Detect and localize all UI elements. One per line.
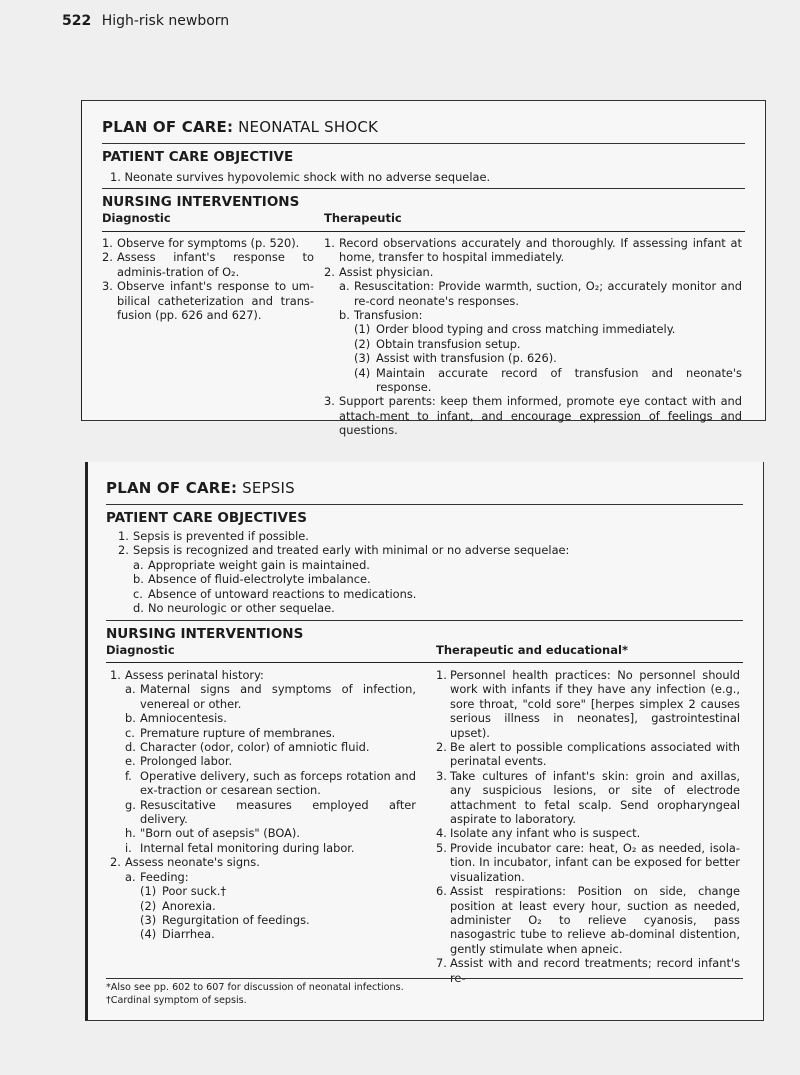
list-item: b. Amniocentesis.: [125, 711, 227, 726]
list-item: (4) Diarrhea.: [140, 927, 215, 942]
list-item: a. Maternal signs and symptoms of infection, venereal or other.: [125, 682, 416, 711]
divider: [102, 188, 745, 189]
plan-title-prefix: PLAN OF CARE:: [102, 118, 234, 136]
list-item: (2) Anorexia.: [140, 898, 216, 913]
list-item: (3) Assist with transfusion (p. 626).: [354, 351, 557, 366]
diagnostic-list: [110, 668, 416, 942]
therapeutic-list: [436, 668, 740, 985]
list-item: f. Operative delivery, such as forceps rotation and ex-traction or cesarean section.: [125, 768, 416, 798]
list-item: 1. Record observations accurately and thoroughly. If assessing infant at home, transfer to hospital immediately.: [324, 236, 742, 265]
list-item: 1. Observe for symptoms (p. 520).: [102, 236, 300, 250]
divider: [106, 620, 743, 621]
therapeutic-list: [324, 236, 742, 438]
list-item: 3. Support parents: keep them informed, promote eye contact with and attach-ment to infant, and encourage expression of feelings and questions.: [324, 394, 742, 438]
plan-title: [106, 479, 295, 497]
list-item: (3) Regurgitation of feedings.: [140, 912, 310, 927]
list-item: 2. Assess infant's response to adminis-tration of O₂.: [102, 250, 314, 279]
interventions-heading: NURSING INTERVENTIONS: [102, 194, 300, 210]
footnote: †Cardinal symptom of sepsis.: [106, 995, 247, 1006]
footnote: *Also see pp. 602 to 607 for discussion of neonatal infections.: [106, 982, 404, 993]
list-item: (4) Maintain accurate record of transfusion and neonate's response.: [354, 365, 742, 395]
divider: [102, 231, 745, 232]
list-item: a. Feeding:: [125, 869, 189, 884]
list-item: 3. Take cultures of infant's skin: groin and axillas, any suspicious lesions, or site of electrode attachment to fetal scalp. Send oropharyngeal aspirate to laboratory.: [436, 768, 740, 827]
divider: [106, 504, 743, 505]
list-item: (1) Order blood typing and cross matching immediately.: [354, 322, 676, 337]
footnote-divider: [106, 978, 743, 979]
therapeutic-label: Therapeutic: [324, 211, 402, 225]
list-item: (2) Obtain transfusion setup.: [354, 336, 521, 351]
plan-title-topic: NEONATAL SHOCK: [238, 118, 379, 136]
page-number: 522: [62, 13, 92, 29]
list-item: 2. Be alert to possible complications associated with perinatal events.: [436, 740, 740, 769]
list-item: b. Absence of fluid-electrolyte imbalance.: [133, 572, 371, 587]
list-item: d. No neurologic or other sequelae.: [133, 601, 335, 616]
list-item: d. Character (odor, color) of amniotic fluid.: [125, 740, 370, 755]
running-title: High-risk newborn: [101, 13, 230, 29]
plan-title-prefix: PLAN OF CARE:: [106, 479, 238, 497]
objective-heading: PATIENT CARE OBJECTIVE: [102, 149, 294, 165]
list-item: g. Resuscitative measures employed after delivery.: [125, 797, 416, 827]
plan-title: [102, 118, 378, 136]
list-item: c. Premature rupture of membranes.: [125, 725, 336, 740]
list-item: 1. Assess perinatal history:: [110, 668, 264, 682]
list-item: (1) Poor suck.†: [140, 884, 227, 899]
list-item: a. Appropriate weight gain is maintained.: [133, 557, 370, 572]
list-item: 1. Personnel health practices: No personnel should work with infants if they have any infection (e.g., sore throat, "cold sore" [herpes simplex 2 causes serious illness in neonates], gastrointestinal upset).: [436, 668, 740, 740]
list-item: 6. Assist respirations: Position on side, change position at least every hour, suction as needed, administer O₂ to relieve cyanosis, pass nasogastric tube to relieve ab-dominal distention, gently stimulate when apneic.: [436, 884, 740, 956]
plan-of-care-sepsis: [85, 462, 764, 1021]
list-item: h. "Born out of asepsis" (BOA).: [125, 826, 300, 841]
plan-title-topic: SEPSIS: [242, 479, 295, 497]
list-item: 2. Assist physician.: [324, 264, 434, 279]
running-head: [62, 13, 229, 29]
objective-text: 1. Neonate survives hypovolemic shock with no adverse sequelae.: [110, 170, 491, 184]
divider: [106, 662, 743, 663]
list-item: 2. Sepsis is recognized and treated early with minimal or no adverse sequelae:: [118, 543, 570, 558]
interventions-heading: NURSING INTERVENTIONS: [106, 626, 304, 642]
list-item: b. Transfusion:: [339, 308, 423, 323]
list-item: 5. Provide incubator care: heat, O₂ as needed, isola-tion. In incubator, infant can be exposed for better visualization.: [436, 840, 740, 884]
diagnostic-list: [102, 236, 314, 322]
objectives-list: [118, 529, 738, 615]
list-item: 3. Observe infant's response to um-bilical catheterization and trans-fusion (pp. 626 and 627).: [102, 279, 314, 323]
plan-of-care-neonatal-shock: [81, 100, 766, 438]
diagnostic-label: Diagnostic: [106, 643, 175, 657]
diagnostic-label: Diagnostic: [102, 211, 171, 225]
list-item: 2. Assess neonate's signs.: [110, 855, 260, 870]
divider: [102, 143, 745, 144]
list-item: e. Prolonged labor.: [125, 754, 233, 769]
list-item: c. Absence of untoward reactions to medications.: [133, 586, 417, 601]
list-item: i. Internal fetal monitoring during labor.: [125, 840, 355, 855]
list-item: 7. Assist with and record treatments; record infant's re-: [436, 956, 740, 985]
list-item: 4. Isolate any infant who is suspect.: [436, 826, 641, 841]
objectives-heading: PATIENT CARE OBJECTIVES: [106, 510, 307, 526]
list-item: a. Resuscitation: Provide warmth, suction, O₂; accurately monitor and re-cord neonate's responses.: [339, 279, 742, 308]
therapeutic-label: Therapeutic and educational*: [436, 643, 628, 657]
list-item: 1. Sepsis is prevented if possible.: [118, 529, 309, 543]
